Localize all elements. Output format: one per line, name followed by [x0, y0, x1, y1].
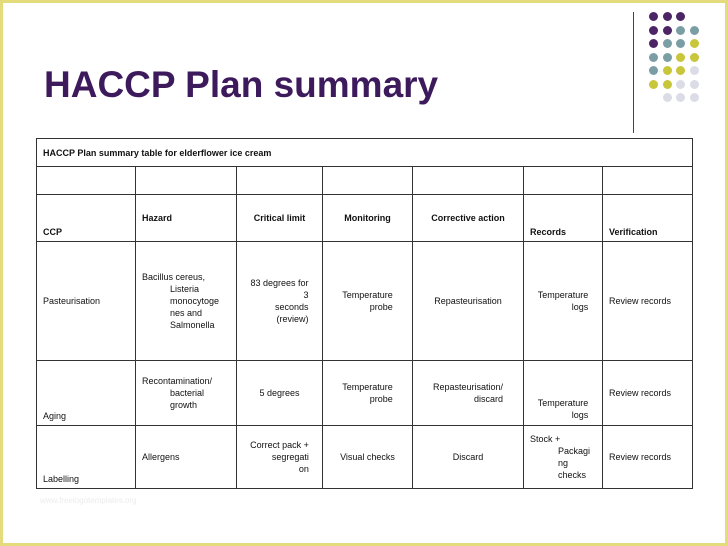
decorative-dot — [676, 26, 685, 35]
cell-line: checks — [558, 470, 587, 480]
cell-line: Visual checks — [340, 452, 395, 462]
table-blank-row — [37, 167, 693, 195]
cell-verification: Review records — [603, 361, 693, 426]
decorative-dot — [690, 80, 699, 89]
header-hazard: Hazard — [136, 195, 237, 242]
decorative-dot — [676, 93, 685, 102]
cell-line: growth — [170, 400, 198, 410]
decorative-dot — [663, 26, 672, 35]
blank-cell — [603, 167, 693, 195]
cell-line: probe — [369, 394, 393, 404]
cell-records — [524, 426, 603, 489]
cell-text — [434, 295, 502, 307]
cell-line: seconds — [274, 302, 309, 312]
cell-records — [524, 361, 603, 426]
header-verification: Verification — [603, 195, 693, 242]
decorative-dot — [649, 39, 658, 48]
cell-line: bacterial — [170, 388, 205, 398]
cell-line: (review) — [276, 314, 309, 324]
cell-line: segregati — [271, 452, 309, 462]
cell-line: ng — [558, 458, 569, 468]
cell-line: Recontamination/ — [142, 376, 213, 386]
blank-cell — [323, 167, 413, 195]
decorative-dot — [663, 53, 672, 62]
cell-line: nes and — [170, 308, 203, 318]
table-caption: HACCP Plan summary table for elderflower ice cream — [37, 139, 693, 167]
cell-line: Temperature — [342, 382, 393, 392]
header-ccp: CCP — [37, 195, 136, 242]
cell-ccp: Labelling — [37, 426, 136, 489]
decorative-dot — [663, 66, 672, 75]
header-monitoring: Monitoring — [323, 195, 413, 242]
decorative-dot — [690, 66, 699, 75]
cell-line: probe — [369, 302, 393, 312]
cell-text — [250, 277, 308, 325]
cell-monitoring — [323, 426, 413, 489]
cell-ccp: Aging — [37, 361, 136, 426]
cell-verification: Review records — [603, 242, 693, 361]
cell-hazard — [136, 242, 237, 361]
haccp-summary-table — [36, 138, 693, 489]
decorative-dot — [690, 53, 699, 62]
cell-line: 83 degrees for — [250, 278, 309, 288]
blank-cell — [413, 167, 524, 195]
cell-line: Temperature — [537, 290, 589, 300]
decorative-dot — [649, 12, 658, 21]
cell-line: Temperature — [342, 290, 393, 300]
decorative-dot — [690, 93, 699, 102]
decorative-dot — [663, 80, 672, 89]
cell-text — [142, 271, 219, 331]
cell-monitoring — [323, 242, 413, 361]
decorative-dot — [649, 53, 658, 62]
cell-text — [259, 387, 299, 399]
decorative-dot — [676, 80, 685, 89]
cell-text — [433, 381, 503, 405]
decorative-dot — [690, 26, 699, 35]
cell-line: Packagi — [558, 446, 591, 456]
blank-cell — [237, 167, 323, 195]
decorative-dot — [663, 12, 672, 21]
cell-text — [340, 451, 395, 463]
cell-line: Salmonella — [170, 320, 215, 330]
watermark-text: www.freelogotemplates.org — [40, 496, 137, 505]
cell-critical-limit — [237, 426, 323, 489]
cell-hazard — [136, 426, 237, 489]
slide-title: HACCP Plan summary — [44, 64, 439, 105]
cell-text — [530, 433, 590, 481]
cell-critical-limit — [237, 242, 323, 361]
decorative-dot — [663, 39, 672, 48]
cell-corrective-action — [413, 361, 524, 426]
cell-hazard — [136, 361, 237, 426]
decorative-dot — [676, 39, 685, 48]
table-row — [37, 242, 693, 361]
cell-text — [453, 451, 484, 463]
table-caption-row — [37, 139, 693, 167]
cell-text — [142, 451, 180, 463]
cell-line: Discard — [452, 452, 484, 462]
cell-line: Repasteurisation/ — [432, 382, 504, 392]
header-corrective-action: Corrective action — [413, 195, 524, 242]
decorative-dot — [676, 53, 685, 62]
cell-line: Allergens — [142, 452, 180, 462]
cell-ccp: Pasteurisation — [37, 242, 136, 361]
cell-line: Repasteurisation — [434, 296, 502, 306]
decorative-dot — [676, 12, 685, 21]
cell-corrective-action — [413, 426, 524, 489]
header-critical-limit: Critical limit — [237, 195, 323, 242]
cell-line: 5 degrees — [259, 388, 300, 398]
cell-verification: Review records — [603, 426, 693, 489]
cell-critical-limit — [237, 361, 323, 426]
cell-line: Bacillus cereus, — [142, 272, 206, 282]
cell-text — [250, 439, 309, 475]
cell-monitoring — [323, 361, 413, 426]
cell-corrective-action — [413, 242, 524, 361]
cell-text — [538, 397, 589, 421]
decorative-divider — [633, 12, 634, 133]
cell-records — [524, 242, 603, 361]
decorative-dot — [649, 80, 658, 89]
cell-text — [538, 289, 589, 313]
decorative-dot — [690, 39, 699, 48]
cell-line: 3 — [303, 290, 309, 300]
cell-line: Listeria — [170, 284, 200, 294]
table-row — [37, 361, 693, 426]
cell-text — [342, 381, 393, 405]
table-header-row — [37, 195, 693, 242]
blank-cell — [37, 167, 136, 195]
decorative-dot — [649, 66, 658, 75]
cell-text — [342, 289, 393, 313]
blank-cell — [136, 167, 237, 195]
cell-line: Correct pack + — [250, 440, 309, 450]
cell-line: discard — [474, 394, 504, 404]
cell-line: logs — [571, 302, 589, 312]
table-row — [37, 426, 693, 489]
cell-line: logs — [571, 410, 589, 420]
decorative-dot — [663, 93, 672, 102]
cell-line: Stock + — [530, 434, 561, 444]
decorative-dot — [676, 66, 685, 75]
cell-text — [142, 375, 212, 411]
blank-cell — [524, 167, 603, 195]
header-records: Records — [524, 195, 603, 242]
cell-line: monocytoge — [170, 296, 220, 306]
cell-line: on — [298, 464, 309, 474]
decorative-dot — [649, 26, 658, 35]
cell-line: Temperature — [537, 398, 589, 408]
